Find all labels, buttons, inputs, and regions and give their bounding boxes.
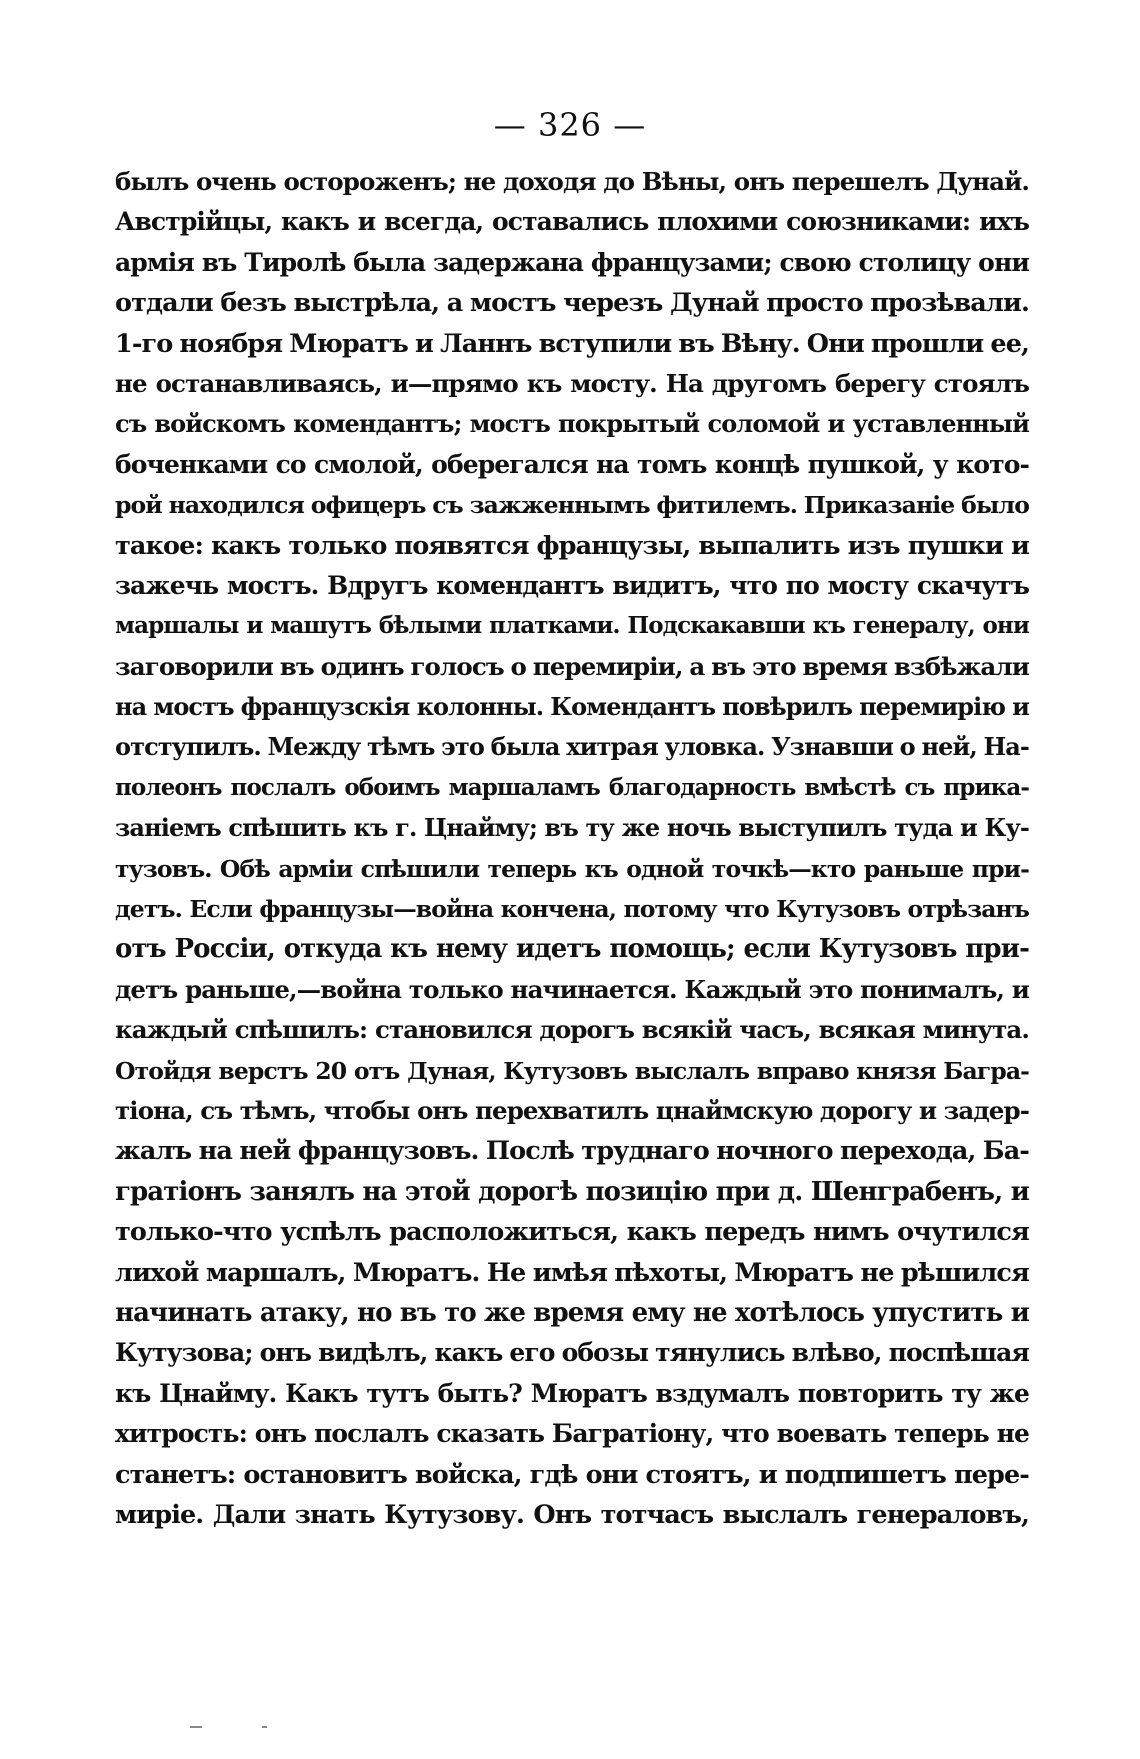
text-line: гратіонъ занялъ на этой дорогѣ позицію при д. Шенграбенъ, и bbox=[115, 1176, 1029, 1207]
text-line: хитрость: онъ послалъ сказать Багратіону, что воевать теперь не bbox=[115, 1419, 1029, 1449]
text-line: тузовъ. Обѣ арміи спѣшили теперь къ одной точкѣ—кто раньше при- bbox=[115, 854, 1029, 883]
text-line: детъ. Если французы—война кончена, потому что Кутузовъ отрѣзанъ bbox=[115, 895, 1029, 924]
text-line: детъ раньше,—война только начинается. Каждый это понималъ, и bbox=[115, 974, 1029, 1004]
text-line: 1-го ноября Мюратъ и Ланнъ вступили въ Вѣну. Они прошли ее, bbox=[115, 328, 1029, 359]
text-line: отъ Россіи, откуда къ нему идетъ помощь; если Кутузовъ при- bbox=[115, 934, 1029, 965]
text-line: къ Цнайму. Какъ тутъ быть? Мюратъ вздумалъ повторить ту же bbox=[115, 1378, 1029, 1408]
text-line: Австрійцы, какъ и всегда, оставались плохими союзниками: ихъ bbox=[115, 207, 1029, 237]
text-line: отдали безъ выстрѣла, а мостъ черезъ Дунай просто прозѣвали. bbox=[115, 288, 1029, 319]
text-line: миріе. Дали знать Кутузову. Онъ тотчасъ выслалъ генераловъ, bbox=[115, 1499, 1029, 1530]
text-line: тіона, съ тѣмъ, чтобы онъ перехватилъ цнаймскую дорогу и задер- bbox=[115, 1095, 1029, 1125]
text-line: съ войскомъ комендантъ; мостъ покрытый соломой и уставленный bbox=[115, 409, 1029, 439]
text-line: только-что успѣлъ расположиться, какъ передъ нимъ очутился bbox=[115, 1217, 1029, 1248]
text-line: каждый спѣшилъ: становился дорогъ всякій часъ, всякая минута. bbox=[115, 1015, 1029, 1045]
text-line: заговорили въ одинъ голосъ о перемиріи, а въ это время взбѣжали bbox=[115, 651, 1029, 681]
text-line: заніемъ спѣшить къ г. Цнайму; въ ту же ночь выступилъ туда и Ку- bbox=[115, 813, 1029, 843]
text-line: Отойдя верстъ 20 отъ Дуная, Кутузовъ выслалъ вправо князя Багра- bbox=[115, 1056, 1029, 1085]
body-text bbox=[115, 162, 1029, 1535]
text-line: зажечь мостъ. Вдругъ комендантъ видитъ, что по мосту скачутъ bbox=[115, 570, 1029, 600]
text-line: полеонъ послалъ обоимъ маршаламъ благодарность вмѣстѣ съ прика- bbox=[115, 773, 1029, 801]
text-line: не останавливаясь, и—прямо къ мосту. На другомъ берегу стоялъ bbox=[115, 368, 1029, 398]
text-line: начинать атаку, но въ то же время ему не хотѣлось упустить и bbox=[115, 1297, 1029, 1328]
text-line: боченками со смолой, оберегался на томъ концѣ пушкой, у кото- bbox=[115, 449, 1029, 479]
text-line: такое: какъ только появятся французы, выпалить изъ пушки и bbox=[115, 530, 1029, 561]
text-line: рой находился офицеръ съ зажженнымъ фитилемъ. Приказаніе было bbox=[115, 491, 1029, 520]
text-line: армія въ Тиролѣ была задержана французами; свою столицу они bbox=[115, 247, 1029, 277]
text-line: маршалы и машутъ бѣлыми платками. Подскакавши къ генералу, они bbox=[115, 612, 1029, 640]
text-line: станетъ: остановитъ войска, гдѣ они стоятъ, и подпишетъ пере- bbox=[115, 1459, 1029, 1490]
text-line: на мостъ французскія колонны. Комендантъ повѣрилъ перемирію и bbox=[115, 692, 1029, 722]
scan-speck bbox=[262, 1726, 267, 1728]
text-line: Кутузова; онъ видѣлъ, какъ его обозы тянулись влѣво, поспѣшая bbox=[115, 1338, 1029, 1368]
text-line: отступилъ. Между тѣмъ это была хитрая уловка. Узнавши о ней, На- bbox=[115, 732, 1029, 762]
text-line: лихой маршалъ, Мюратъ. Не имѣя пѣхоты, Мюратъ не рѣшился bbox=[115, 1257, 1029, 1288]
scan-speck bbox=[190, 1726, 202, 1728]
page-number: — 326 — bbox=[493, 106, 647, 144]
text-line: былъ очень остороженъ; не доходя до Вѣны, онъ перешелъ Дунай. bbox=[115, 167, 1029, 196]
text-line: жалъ на ней французовъ. Послѣ труднаго ночного перехода, Ба- bbox=[115, 1136, 1029, 1167]
